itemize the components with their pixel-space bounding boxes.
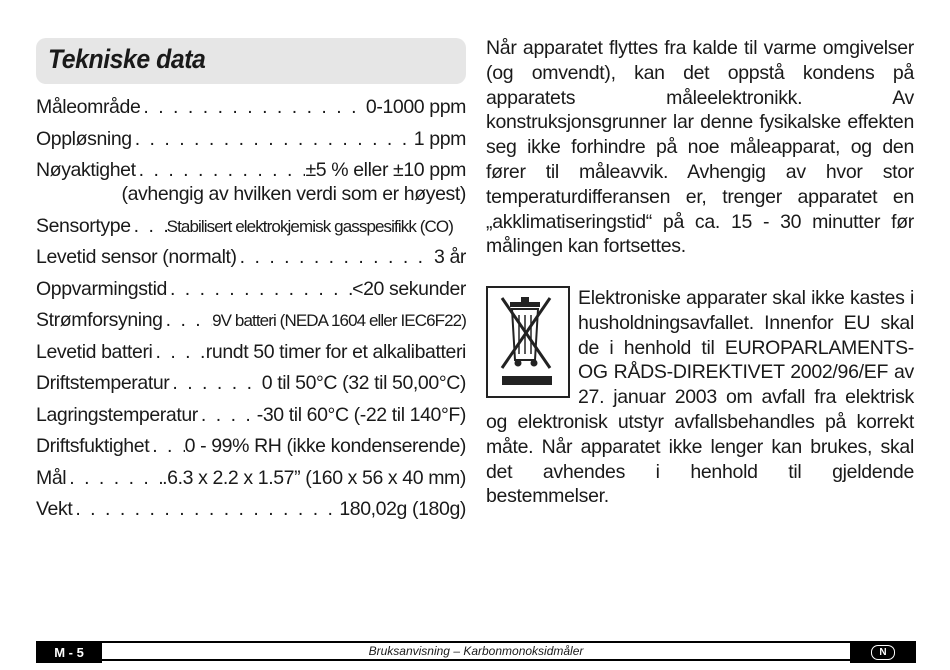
section-title-box — [36, 38, 466, 84]
page-footer — [36, 641, 916, 661]
spec-row — [36, 467, 466, 499]
spec-value-note: (avhengig av hvilken verdi som er høyest) — [121, 182, 466, 205]
spec-row — [36, 96, 466, 128]
spec-label: Oppløsning — [36, 127, 132, 150]
condensation-paragraph: Når apparatet flyttes fra kalde til varme omgivelser (og omvendt), kan det oppstå kondens på apparatets måleelektronikk. Av konstruksjonsgrunner lar denne fysikalske effekten seg ikke forhindre på noe måleapparat, og den fører til måleavvik. Avhengig av hvor stor temperaturdifferansen er, trenger apparatet en „akklimatiseringstid“ på ca. 15 - 30 minutter før målingen kan fortsettes. — [486, 37, 914, 258]
spec-value: rundt 50 timer for et alkalibatteri — [205, 340, 466, 363]
page-number: M - 5 — [36, 641, 102, 663]
spec-row — [36, 435, 466, 467]
spec-row — [36, 128, 466, 160]
spec-value: 0 til 50°C (32 til 50,00°C) — [261, 372, 466, 394]
spec-row — [36, 246, 466, 278]
spec-value: Stabilisert elektrokjemisk gasspesifikk (CO) — [166, 216, 453, 236]
spec-value: -30 til 60°C (-22 til 140°F) — [256, 403, 466, 426]
leader-dots — [237, 246, 434, 269]
spec-label: Vekt — [36, 498, 73, 520]
spec-label: Oppvarmingstid — [36, 277, 167, 300]
spec-value: 0-1000 ppm — [365, 96, 466, 118]
section-title: Tekniske data — [48, 44, 206, 74]
spec-label: Sensortype — [36, 214, 131, 237]
spec-row — [36, 309, 466, 341]
language-badge — [850, 641, 916, 663]
spec-label: Måleområde — [36, 96, 141, 118]
spec-value: 0 - 99% RH (ikke kondenserende) — [184, 435, 466, 457]
leader-dots — [132, 128, 414, 151]
spec-row — [36, 372, 466, 404]
spec-value: ±5 % eller ±10 ppm — [305, 159, 466, 181]
leader-dots — [149, 435, 184, 458]
leader-dots — [198, 404, 257, 427]
spec-value: .6.3 x 2.2 x 1.57” (160 x 56 x 40 mm) — [162, 466, 466, 489]
leader-dots — [136, 159, 306, 182]
spec-label: Levetid batteri — [36, 340, 153, 363]
leader-dots — [72, 498, 339, 521]
spec-label: Lagringstemperatur — [36, 403, 198, 426]
spec-value: 3 år — [433, 246, 466, 268]
language-badge-label: N — [871, 645, 895, 660]
leader-dots — [66, 467, 162, 490]
leader-dots — [153, 341, 206, 364]
spec-value: 180,02g (180g) — [339, 498, 466, 520]
spec-list — [36, 96, 466, 530]
footer-document-title: Bruksanvisning – Karbonmonoksidmåler — [368, 644, 584, 658]
spec-row — [36, 215, 466, 247]
spec-value: <20 sekunder — [352, 277, 466, 300]
crossed-out-wheelie-bin-icon — [486, 286, 570, 398]
spec-label: Driftsfuktighet — [36, 435, 150, 457]
spec-row — [36, 341, 466, 373]
spec-value: 9V batteri (NEDA 1604 eller IEC6F22) — [212, 311, 466, 330]
disposal-paragraph: Elektroniske apparater skal ikke kastes i husholdningsavfallet. Innenfor EU skal de i henhold til EUROPARLAMENTS- OG RÅDS-DIREKTIVET 2002/96/EF av 27. januar 2003 om avfall fra elektrisk og elektronisk utstyr avfallsbehandles på korrekt måte. Når apparatet ikke lenger kan brukes, skal det avhendes i henhold til gjeldende bestemmelser. — [486, 287, 914, 508]
spec-row — [36, 404, 466, 436]
leader-dots — [169, 372, 261, 395]
spec-label: Driftstemperatur — [36, 372, 170, 394]
leader-dots — [167, 278, 352, 301]
leader-dots — [140, 96, 366, 119]
leader-dots — [163, 309, 212, 332]
disposal-section — [486, 286, 914, 509]
spec-label: Levetid sensor (normalt) — [36, 246, 237, 268]
spec-label: Nøyaktighet — [36, 159, 136, 181]
spec-label: Mål — [36, 466, 67, 489]
leader-dots — [131, 215, 167, 238]
spec-row — [36, 498, 466, 530]
spec-label: Strømforsyning — [36, 309, 163, 331]
spec-row — [36, 278, 466, 310]
spec-value: 1 ppm — [413, 127, 466, 150]
